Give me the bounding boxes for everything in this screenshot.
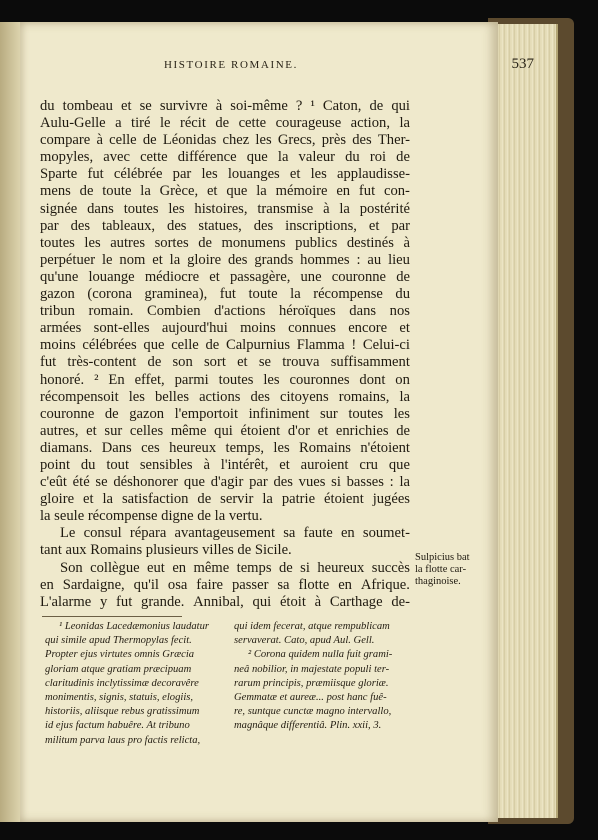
body-line: couronne de gazon l'emportoit infiniment sur toutes les bbox=[40, 405, 410, 422]
body-line: honoré. ² En effet, parmi toutes les couronnes dont on bbox=[40, 371, 410, 388]
body-line: Son collègue eut en même temps de si heureux succès bbox=[60, 559, 410, 576]
page-edges bbox=[496, 24, 558, 818]
footnote-line: qui simile apud Thermopylas fecit. bbox=[45, 635, 192, 647]
body-line: mopyles, avec cette différence que la valeur du roi de bbox=[40, 149, 410, 166]
body-line: qu'une louange médiocre et passagère, une couronne de bbox=[40, 268, 410, 285]
body-line: la seule récompense digne de la vertu. bbox=[40, 508, 263, 525]
footnote-line: id ejus factum habuêre. At tribuno bbox=[45, 720, 190, 732]
body-line: diamans. Dans ces heureux temps, les Romains n'étoient bbox=[40, 439, 410, 456]
body-line: tant aux Romains plusieurs villes de Sicile. bbox=[40, 542, 292, 559]
body-line: autres, et sur celles même qui étoient d'or et enrichies de bbox=[40, 422, 410, 439]
body-line: compare à celle de Léonidas chez les Grecs, près des Ther- bbox=[40, 132, 410, 149]
footnote-line: gloriam atque gratiam præcipuam bbox=[45, 663, 192, 675]
footnote-line: Propter ejus virtutes omnis Græcia bbox=[45, 649, 195, 661]
body-line: toutes les autres sortes de monumens publics destinés à bbox=[40, 234, 410, 251]
body-line: L'alarme y fut grande. Annibal, qui étoit à Carthage de- bbox=[40, 593, 410, 610]
body-line: récompensoit les belles actions des citoyens romains, la bbox=[40, 388, 410, 405]
running-title: HISTOIRE ROMAINE. bbox=[164, 59, 298, 71]
footnote-line: qui idem fecerat, atque rempublicam bbox=[234, 621, 390, 632]
body-line: Le consul répara avantageusement sa faute en soumet- bbox=[60, 525, 410, 542]
body-line: moins célébrées que celle de Calpurnius Flamma ! Celui-ci bbox=[40, 337, 410, 354]
footnote-line: monimentis, signis, statuis, elogiis, bbox=[45, 692, 194, 704]
body-line: point du tout sensibles à l'intérêt, et auroient cru que bbox=[40, 456, 410, 473]
margin-note-line: la flotte car- bbox=[415, 564, 467, 575]
body-line: par des tableaux, des statues, des inscriptions, et par bbox=[40, 217, 410, 234]
body-line: fut très-content de son sort et se trouva suffisamment bbox=[40, 354, 410, 371]
footnote-line: re, suntque cunctæ magno intervallo, bbox=[234, 706, 392, 718]
body-line: gazon (corona graminea), fut toute la récompense du bbox=[40, 286, 410, 303]
body-line: tribun romain. Combien d'actions héroïques dans nos bbox=[40, 303, 410, 320]
footnote-line: ² Corona quidem nulla fuit grami- bbox=[248, 649, 393, 661]
footnotes-right-column bbox=[234, 620, 414, 734]
body-line: signée dans toutes les histoires, transmise à la postérité bbox=[40, 200, 410, 217]
margin-note-line: thaginoise. bbox=[415, 576, 461, 587]
body-line: en Sardaigne, qu'il osa faire passer sa flotte en Afrique. bbox=[40, 576, 410, 593]
running-head bbox=[30, 56, 534, 76]
body-line: Aulu-Gelle a tiré le récit de cette courageuse action, la bbox=[40, 115, 410, 132]
body-line: mens de toute la Grèce, et que la mémoire en fut con- bbox=[40, 183, 410, 200]
footnotes-left-column bbox=[45, 620, 225, 748]
footnote-line: neâ nobilior, in majestate populi ter- bbox=[234, 663, 390, 675]
footnote-line: claritudinis inclytissimæ decoravêre bbox=[45, 677, 199, 689]
footnote-line: rarum principis, præmiisque gloriæ. bbox=[234, 677, 389, 689]
facing-page-edge bbox=[0, 22, 21, 822]
footnote-line: servaverat. Cato, apud Aul. Gell. bbox=[234, 635, 375, 647]
body-line: armées sont-elles aujourd'hui moins connues encore et bbox=[40, 320, 410, 337]
body-line: Sparte fut célébrée par les louanges et les applaudisse- bbox=[40, 166, 410, 183]
margin-note-line: Sulpicius bat bbox=[415, 552, 470, 563]
footnote-line: ¹ Leonidas Lacedæmonius laudatur bbox=[59, 621, 210, 632]
body-line: du tombeau et se survivre à soi-même ? ¹ Caton, de qui bbox=[40, 98, 410, 114]
page-number: 537 bbox=[511, 56, 534, 72]
footnote-rule bbox=[42, 616, 182, 617]
margin-note bbox=[415, 552, 485, 588]
footnote-line: Gemmatæ et aureæ... post hanc fuê- bbox=[234, 692, 387, 704]
body-line: gloire et la satisfaction de servir la patrie étoient jugées bbox=[40, 491, 410, 508]
footnote-line: militum parva laus pro factis relicta, bbox=[45, 734, 201, 746]
footnote-line: historiis, aliisque rebus gratissimum bbox=[45, 706, 200, 718]
body-text bbox=[40, 98, 410, 611]
body-line: c'eût été se déshonorer que d'agir par des vues si basses : la bbox=[40, 474, 410, 491]
footnote-line: magnâque differentiâ. Plin. xxii, 3. bbox=[234, 720, 382, 732]
body-line: perpétuer le nom et la gloire des grands hommes : au lieu bbox=[40, 251, 410, 268]
